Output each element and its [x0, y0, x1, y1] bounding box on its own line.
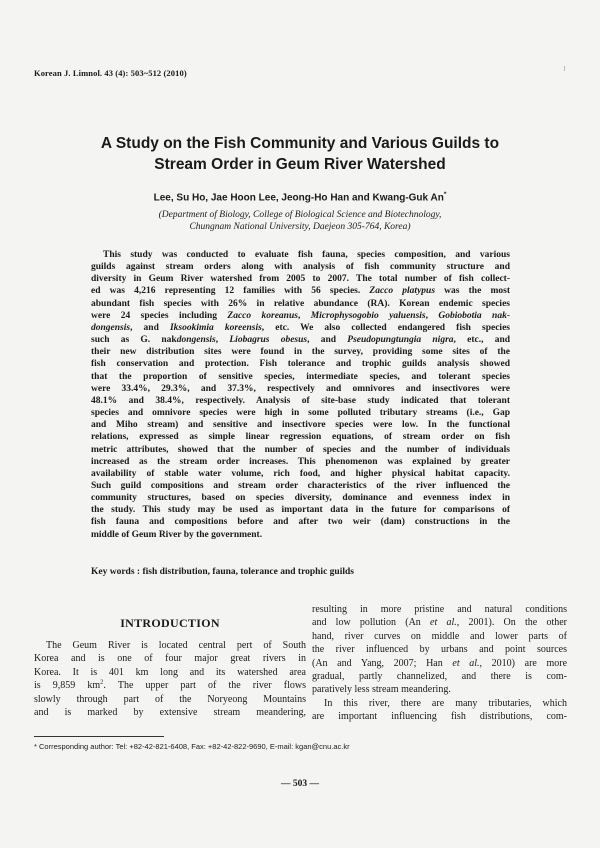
title-line: A Study on the Fish Community and Various Guilds to — [100, 135, 500, 152]
text-line: the study. This study may be used as important data in the future for comparisons of — [91, 505, 510, 516]
text-line: 48.1% and 38.4%, respectively. Analysis of site-base study indicated that tolerant — [91, 395, 510, 406]
text-line: relations, expressed as simple linear regression equations, of stream order on fish — [91, 432, 510, 443]
text-line: guilds against stream orders along with analysis of fish community structure and — [91, 262, 510, 273]
page-number: — 503 — — [281, 779, 319, 789]
authors-text: Lee, Su Ho, Jae Hoon Lee, Jeong-Ho Han and Kwang-Guk An — [153, 192, 444, 204]
intro-left-column — [34, 639, 306, 719]
text-line: paratively less stream meandering. — [312, 684, 451, 696]
keywords: Key words : fish distribution, fauna, tolerance and trophic guilds — [91, 567, 354, 577]
affiliation-line: (Department of Biology, College of Biological Science and Biotechnology, — [158, 210, 442, 220]
text-line: community structures, based on species diversity, dominance and evenness index in — [91, 493, 510, 504]
text-line: that the proportion of sensitive species, intermediate species, and tolerant species — [91, 371, 510, 382]
text-line: their new distribution sites were found in the survey, providing some sites of the — [91, 347, 510, 358]
title-line: Stream Order in Geum River Watershed — [154, 156, 446, 173]
text-line: Korea and is one of four major great rivers in — [34, 653, 306, 665]
text-line: such as G. nakdongensis, Liobagrus obesus, and Pseudopungtungia nigra, etc., and — [91, 335, 511, 346]
text-line: Korea. It is 401 km long and its watershed area — [34, 666, 306, 678]
text-line: species and omnivore species were high in some polluted tributary streams (i.e., Gap — [91, 408, 510, 419]
text-line: the river influenced by urbans and point sources — [312, 644, 567, 656]
text-line: metric attributes, showed that the number of species and the number of individuals — [91, 444, 510, 455]
section-heading-introduction: INTRODUCTION — [120, 616, 220, 630]
affiliation — [60, 209, 540, 233]
text-line: and Miho stream) and sensitive and insectivore species were low. In the functional — [91, 420, 510, 431]
text-line: gradual, partly channelized, and there is com- — [312, 671, 567, 683]
author-list — [60, 191, 540, 203]
text-line: are important influencing fish distributions, com- — [312, 711, 567, 723]
paper-title — [60, 133, 540, 175]
text-line: fish conservation and protection. Fish tolerance and trophic guilds analysis showed — [91, 359, 510, 370]
text-line: The Geum River is located central pert of South — [46, 640, 306, 651]
corresponding-author-footnote: * Corresponding author: Tel: +82-42-821-6408, Fax: +82-42-822-9690, E-mail: kgan@cnu.ac.kr — [34, 742, 350, 751]
text-line: In this river, there are many tributaries, which — [324, 697, 567, 709]
text-line: availability of stable water volume, rich food, and higher physical habitat capacity. — [91, 468, 510, 479]
text-line: This study was conducted to evaluate fish fauna, species composition, and various — [103, 250, 510, 260]
text-line: were 33.4%, 29.3%, and 37.3%, respectively and omnivores and insectivores were — [91, 383, 510, 394]
text-line: were 24 species including Zacco koreanus, Microphysogobio yaluensis, Gobiobotia nak- — [91, 310, 511, 321]
text-line: increased as the stream order increases. This phenomenon was explained by greater — [91, 456, 510, 467]
text-line: and low pollution (An et al., 2001). On the other — [312, 617, 567, 629]
text-line: middle of Geum River by the government. — [91, 529, 263, 540]
text-line: Such guild compositions and stream order characteristics of the river influenced the — [91, 480, 510, 491]
text-line: abundant fish species with 26% in relative abundance (RA). Korean endemic species — [91, 298, 510, 309]
text-line: hand, river curves on middle and lower parts of — [312, 630, 567, 642]
corner-mark — [564, 66, 565, 71]
text-line: ed was 4,216 representing 12 families with 56 species. Zacco platypus was the most — [91, 286, 510, 297]
text-line: diversity in Geum River watershed from 2005 to 2007. The total number of fish collect- — [91, 274, 510, 285]
text-line: and is marked by extensive stream meandering, — [34, 707, 306, 719]
text-line: is 9,859 $km^2$. The upper part of the river flows — [34, 678, 307, 692]
intro-right-column — [312, 603, 567, 724]
journal-reference: Korean J. Limnol. 43 (4): 503~512 (2010) — [34, 68, 187, 78]
affiliation-line: Chungnam National University, Daejeon 305-764, Korea) — [189, 222, 411, 232]
footnote-divider — [34, 736, 164, 737]
text-line: (An and Yang, 2007; Han et al., 2010) are more — [312, 657, 568, 669]
text-line: fish fauna and compositions before and after two weir (dam) constructions in the — [91, 517, 510, 528]
text-line: slowly through part of the Noryeong Mountains — [34, 693, 306, 705]
corresponding-author-mark: * — [443, 191, 447, 198]
text-line: resulting in more pristine and natural conditions — [312, 604, 567, 615]
abstract — [91, 249, 510, 541]
text-line: dongensis, and Iksookimia koreensis, etc. We also collected endangered fish species — [91, 322, 510, 333]
